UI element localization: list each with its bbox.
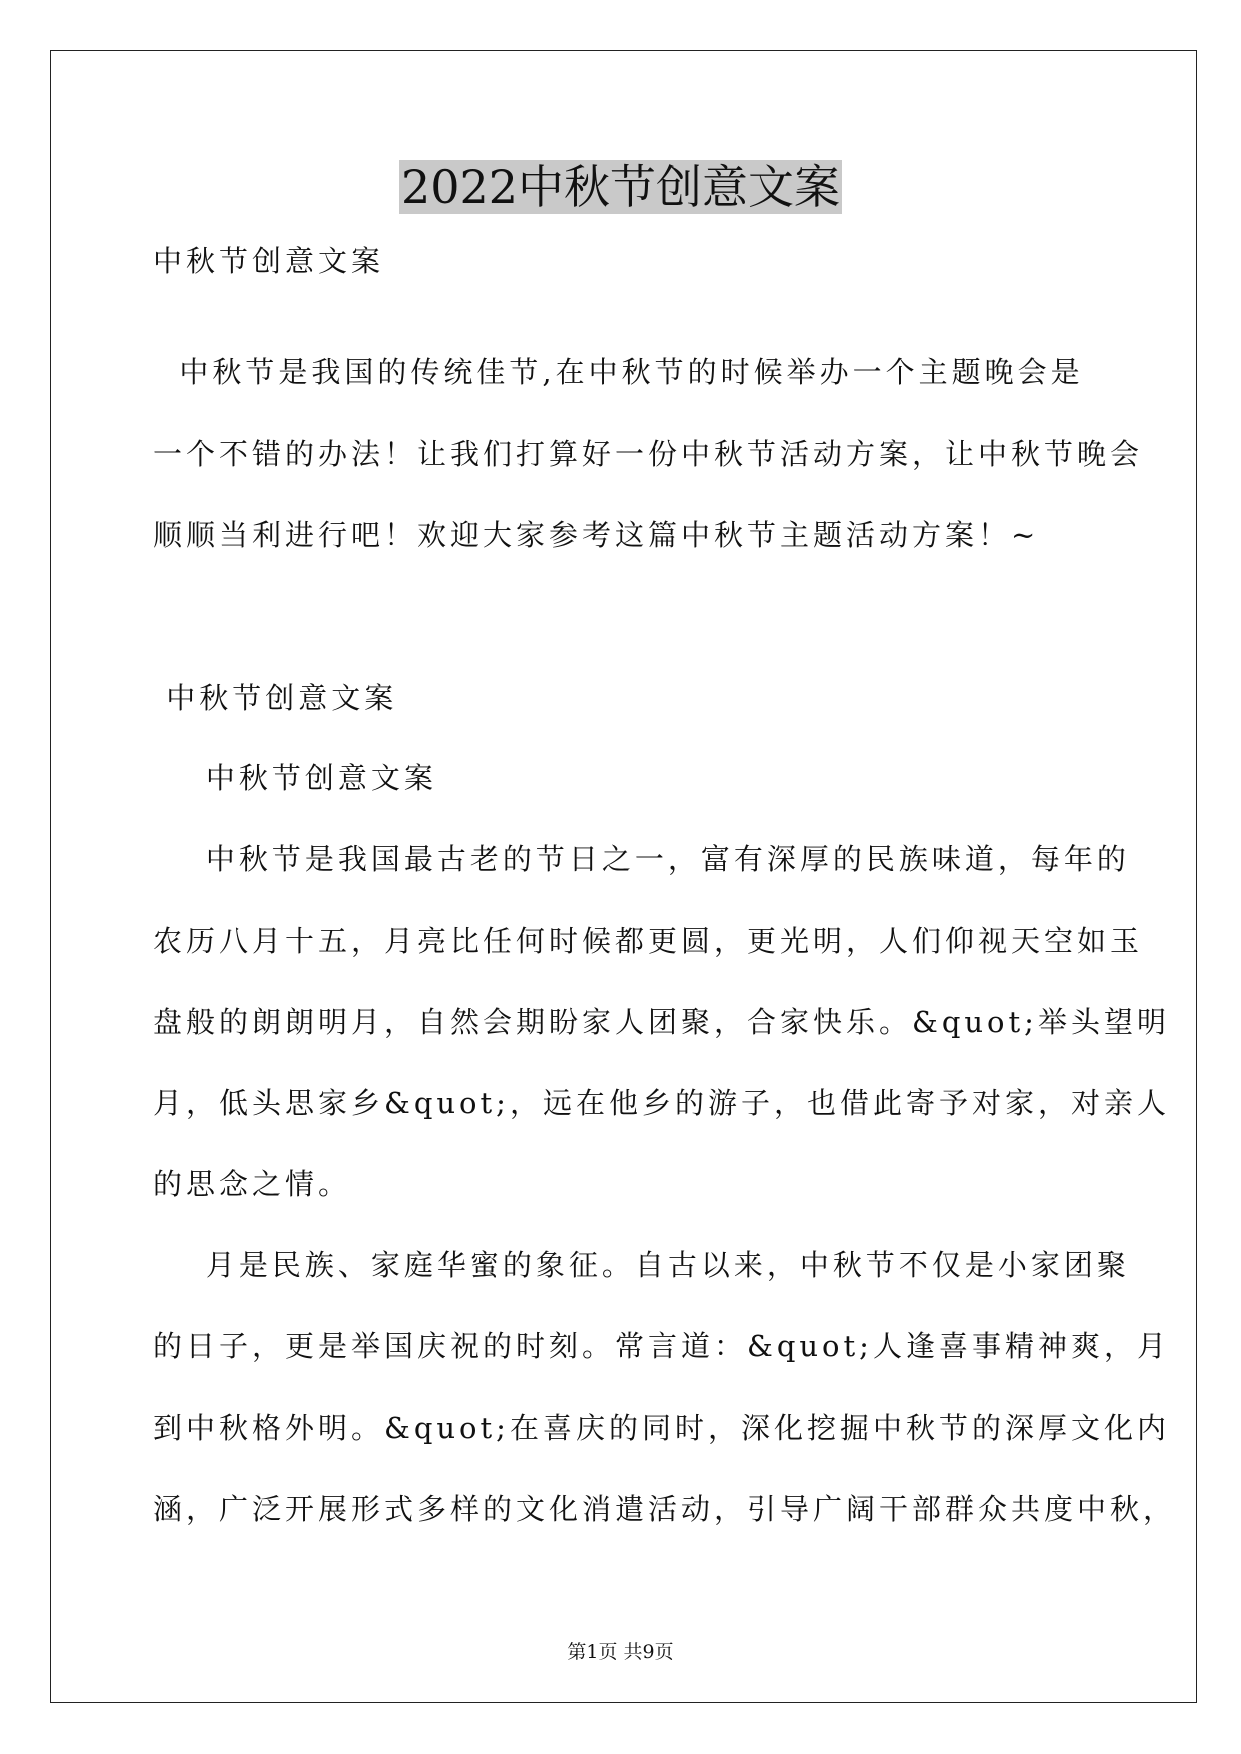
text-line: 中秋节创意文案 bbox=[153, 681, 398, 715]
text-line: 到中秋格外明。&quot;在喜庆的同时，深化挖掘中秋节的深厚文化内 bbox=[153, 1411, 1170, 1445]
text-line: 顺顺当利进行吧！欢迎大家参考这篇中秋节主题活动方案！~ bbox=[153, 518, 1040, 552]
text-line: 中秋节创意文案 bbox=[153, 761, 437, 795]
text-line: 盘般的朗朗明月，自然会期盼家人团聚，合家快乐。&quot;举头望明 bbox=[153, 1005, 1170, 1039]
text-line: 一个不错的办法！让我们打算好一份中秋节活动方案，让中秋节晚会 bbox=[153, 437, 1144, 471]
text-line: 的思念之情。 bbox=[153, 1167, 352, 1201]
text-line: 中秋节是我国的传统佳节,在中秋节的时候举办一个主题晚会是 bbox=[153, 355, 1084, 389]
page-footer: 第1页 共9页 bbox=[567, 1641, 674, 1663]
text-line: 月是民族、家庭华蜜的象征。自古以来，中秋节不仅是小家团聚 bbox=[153, 1248, 1130, 1282]
text-line: 中秋节创意文案 bbox=[153, 244, 385, 278]
text-line: 涵，广泛开展形式多样的文化消遣活动，引导广阔干部群众共度中秋， bbox=[153, 1492, 1177, 1526]
text-line: 月，低头思家乡&quot;，远在他乡的游子，也借此寄予对家，对亲人 bbox=[153, 1086, 1170, 1120]
document-title: 2022中秋节创意文案 bbox=[400, 160, 841, 214]
text-line: 中秋节是我国最古老的节日之一，富有深厚的民族味道，每年的 bbox=[153, 842, 1130, 876]
text-line: 的日子，更是举国庆祝的时刻。常言道：&quot;人逢喜事精神爽，月 bbox=[153, 1329, 1170, 1363]
text-line: 农历八月十五，月亮比任何时候都更圆，更光明，人们仰视天空如玉 bbox=[153, 924, 1144, 958]
